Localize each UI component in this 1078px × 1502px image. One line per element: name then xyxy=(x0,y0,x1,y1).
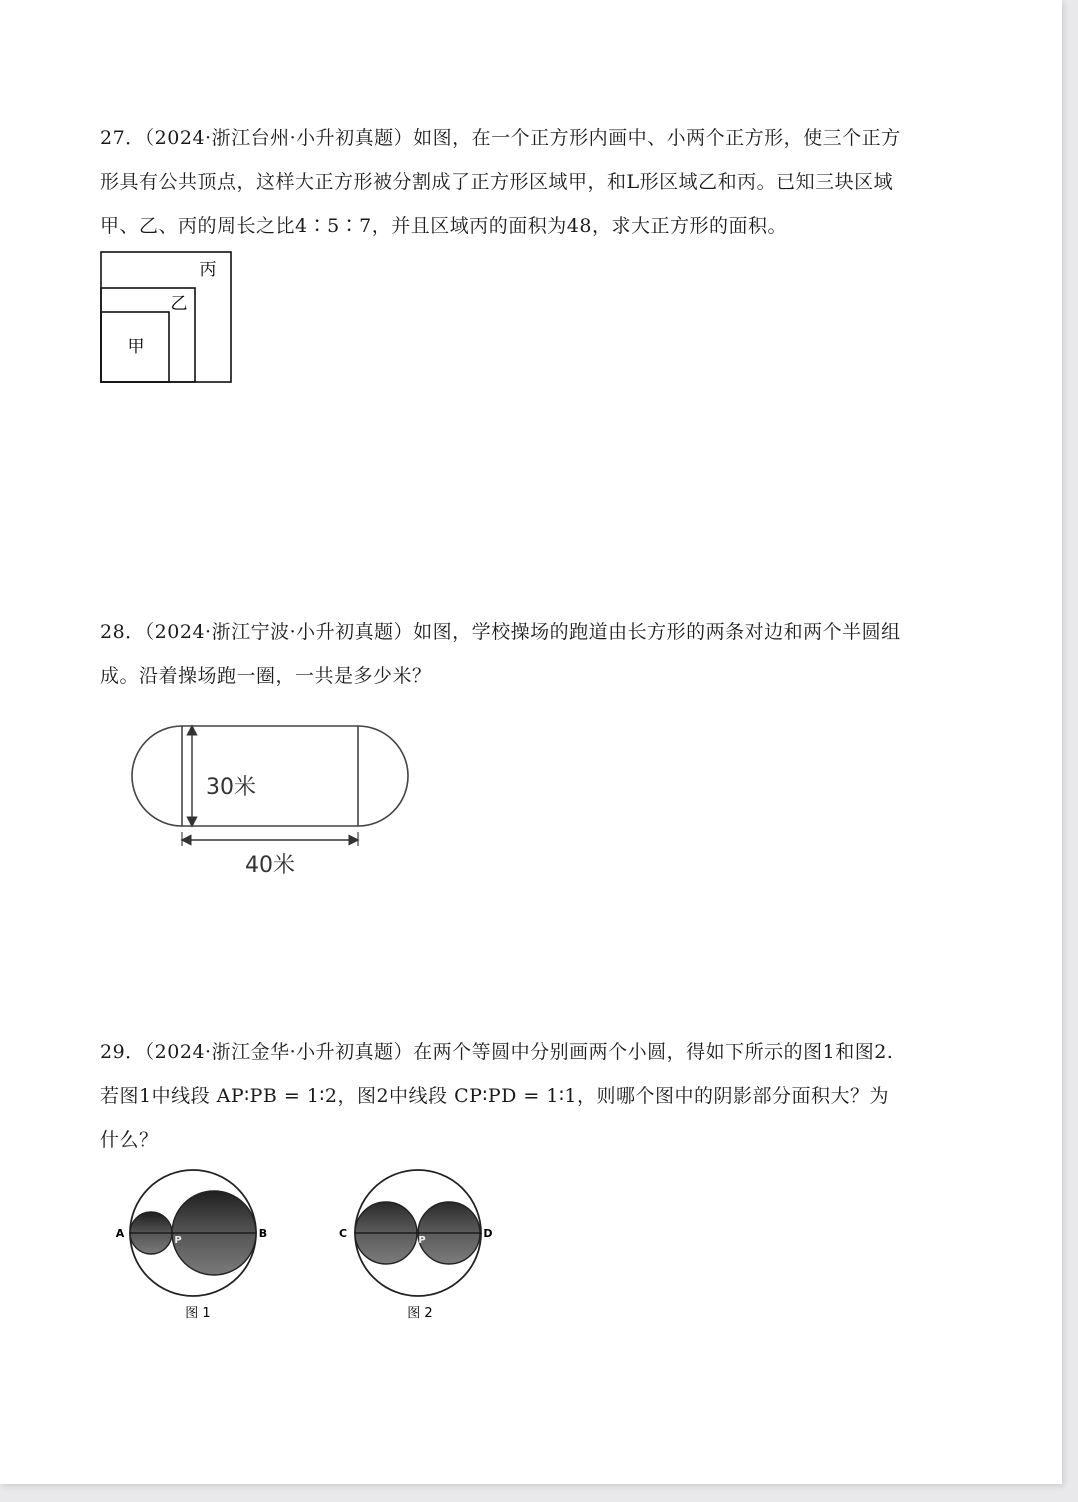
height-label: 30米 xyxy=(206,775,256,800)
question-29-figure-2 xyxy=(330,1165,505,1325)
label-bing: 丙 xyxy=(199,260,217,280)
question-28-track-figure xyxy=(122,716,422,886)
point-c-label: C xyxy=(338,1227,348,1240)
question-29-figure-1 xyxy=(108,1165,278,1325)
track-outline xyxy=(132,726,408,826)
point-p-label-2: P xyxy=(418,1235,426,1246)
figure-1-caption: 图 1 xyxy=(185,1306,211,1321)
question-27-line-3: 甲、乙、丙的周长之比4∶5∶7，并且区域丙的面积为48，求大正方形的面积。 xyxy=(100,215,787,237)
question-27-squares-figure xyxy=(98,249,238,385)
label-yi: 乙 xyxy=(170,294,188,314)
point-p-label: P xyxy=(174,1235,182,1246)
point-d-label: D xyxy=(483,1227,493,1240)
label-jia: 甲 xyxy=(127,337,145,357)
figure-2-caption: 图 2 xyxy=(407,1306,433,1321)
question-27-text xyxy=(100,116,970,248)
question-28-line-2: 成。沿着操场跑一圈，一共是多少米？ xyxy=(100,665,432,687)
question-28-text xyxy=(100,610,970,698)
question-29-line-3: 什么？ xyxy=(100,1129,159,1151)
point-b-label: B xyxy=(258,1227,268,1240)
question-27-line-2: 形具有公共顶点，这样大正方形被分割成了正方形区域甲，和L形区域乙和丙。已知三块区域 xyxy=(100,171,894,193)
question-28-line-1: 28．（2024·浙江宁波·小升初真题）如图，学校操场的跑道由长方形的两条对边和两个半圆组 xyxy=(100,621,901,643)
point-a-label: A xyxy=(115,1227,125,1240)
question-27-line-1: 27．（2024·浙江台州·小升初真题）如图，在一个正方形内画中、小两个正方形，使三个正方 xyxy=(100,127,901,149)
length-label: 40米 xyxy=(245,853,295,878)
question-29-text xyxy=(100,1030,970,1162)
question-29-line-1: 29．（2024·浙江金华·小升初真题）在两个等圆中分别画两个小圆，得如下所示的图1和图2. xyxy=(100,1041,894,1063)
question-29-line-2: 若图1中线段 AP∶PB = 1∶2，图2中线段 CP∶PD = 1∶1，则哪个图中的阴影部分面积大？为 xyxy=(100,1085,889,1107)
